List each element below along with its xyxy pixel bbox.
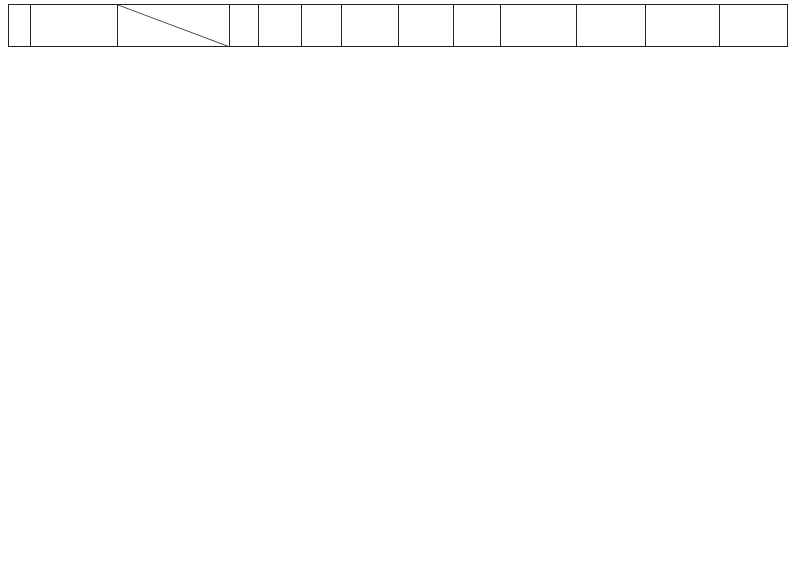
header-row bbox=[9, 5, 788, 47]
header-col-3 bbox=[302, 5, 342, 47]
header-index bbox=[9, 5, 31, 47]
header-col-4 bbox=[342, 5, 399, 47]
header-col-8 bbox=[577, 5, 646, 47]
header-col-6 bbox=[454, 5, 501, 47]
header-col-1 bbox=[230, 5, 259, 47]
header-image bbox=[31, 5, 118, 47]
header-col-9 bbox=[646, 5, 720, 47]
header-material-category bbox=[118, 5, 230, 47]
header-col-10 bbox=[720, 5, 788, 47]
header-col-2 bbox=[259, 5, 302, 47]
header-col-5 bbox=[399, 5, 454, 47]
header-col-7 bbox=[501, 5, 577, 47]
diagonal-divider bbox=[118, 5, 230, 47]
price-table bbox=[8, 4, 788, 47]
